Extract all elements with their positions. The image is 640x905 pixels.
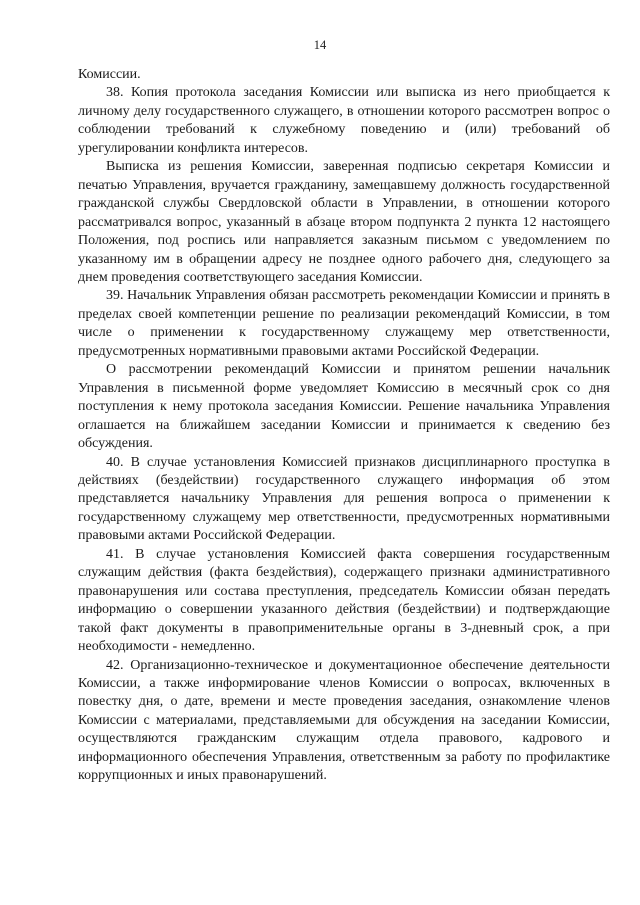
paragraph-item-40: 40. В случае установления Комиссией признаков дисциплинарного проступка в действиях (бездействии) государственного служащего информация об этом представляется начальнику Управления для решения вопроса о применении к государственному служащему мер ответственности, предусмотренных нормативными правовыми актами Российской Федерации. xyxy=(78,454,610,544)
page-number: 14 xyxy=(313,38,327,52)
paragraph-item-42: 42. Организационно-техническое и документационное обеспечение деятельности Комиссии, а также информирование членов Комиссии о вопросах, включенных в повестку дня, о дате, времени и месте проведения заседания, ознакомление членов Комиссии с материалами, представляемыми для обсуждения на заседании Комиссии, осуществляются гражданским служащим отдела правового, кадрового и информационного обеспечения Управления, ответственным за работу по профилактике коррупционных и иных правонарушений. xyxy=(78,657,610,784)
paragraph-item-41: 41. В случае установления Комиссией факта совершения государственным служащим действия (факта бездействия), содержащего признаки административного правонарушения или состава преступления, председатель Комиссии обязан передать информацию о совершении указанного действия (бездействии) и подтверждающие такой факт документы в правоприменительные органы в 3-дневный срок, а при необходимости - немедленно. xyxy=(78,546,610,655)
document-body xyxy=(78,66,610,786)
paragraph-item-39: 39. Начальник Управления обязан рассмотреть рекомендации Комиссии и принять в пределах своей компетенции решение по реализации рекомендаций Комиссии, в том числе о применении к государственному служащему мер ответственности, предусмотренных нормативными правовыми актами Российской Федерации. xyxy=(78,288,610,359)
paragraph-notification: О рассмотрении рекомендаций Комиссии и принятом решении начальник Управления в письменной форме уведомляет Комиссию в месячный срок со дня поступления к нему протокола заседания Комиссии. Решение начальника Управления оглашается на ближайшем заседании Комиссии и принимается к сведению без обсуждения. xyxy=(78,362,610,452)
paragraph-continuation: Комиссии. xyxy=(78,67,141,82)
paragraph-item-38: 38. Копия протокола заседания Комиссии или выписка из него приобщается к личному делу государственного служащего, в отношении которого рассмотрен вопрос о соблюдении требований к служебному поведению и (или) требований об урегулировании конфликта интересов. xyxy=(78,85,610,156)
paragraph-extract-delivery: Выписка из решения Комиссии, заверенная подписью секретаря Комиссии и печатью Управления, вручается гражданину, замещавшему должность государственной гражданской службы Свердловской области в Управлении, в отношении которого рассматривался вопрос, указанный в абзаце втором подпункта 2 пункта 12 настоящего Положения, под роспись или направляется заказным письмом с уведомлением по указанному им в обращении адресу не позднее одного рабочего дня, следующего за днем проведения соответствующего заседания Комиссии. xyxy=(78,159,610,285)
